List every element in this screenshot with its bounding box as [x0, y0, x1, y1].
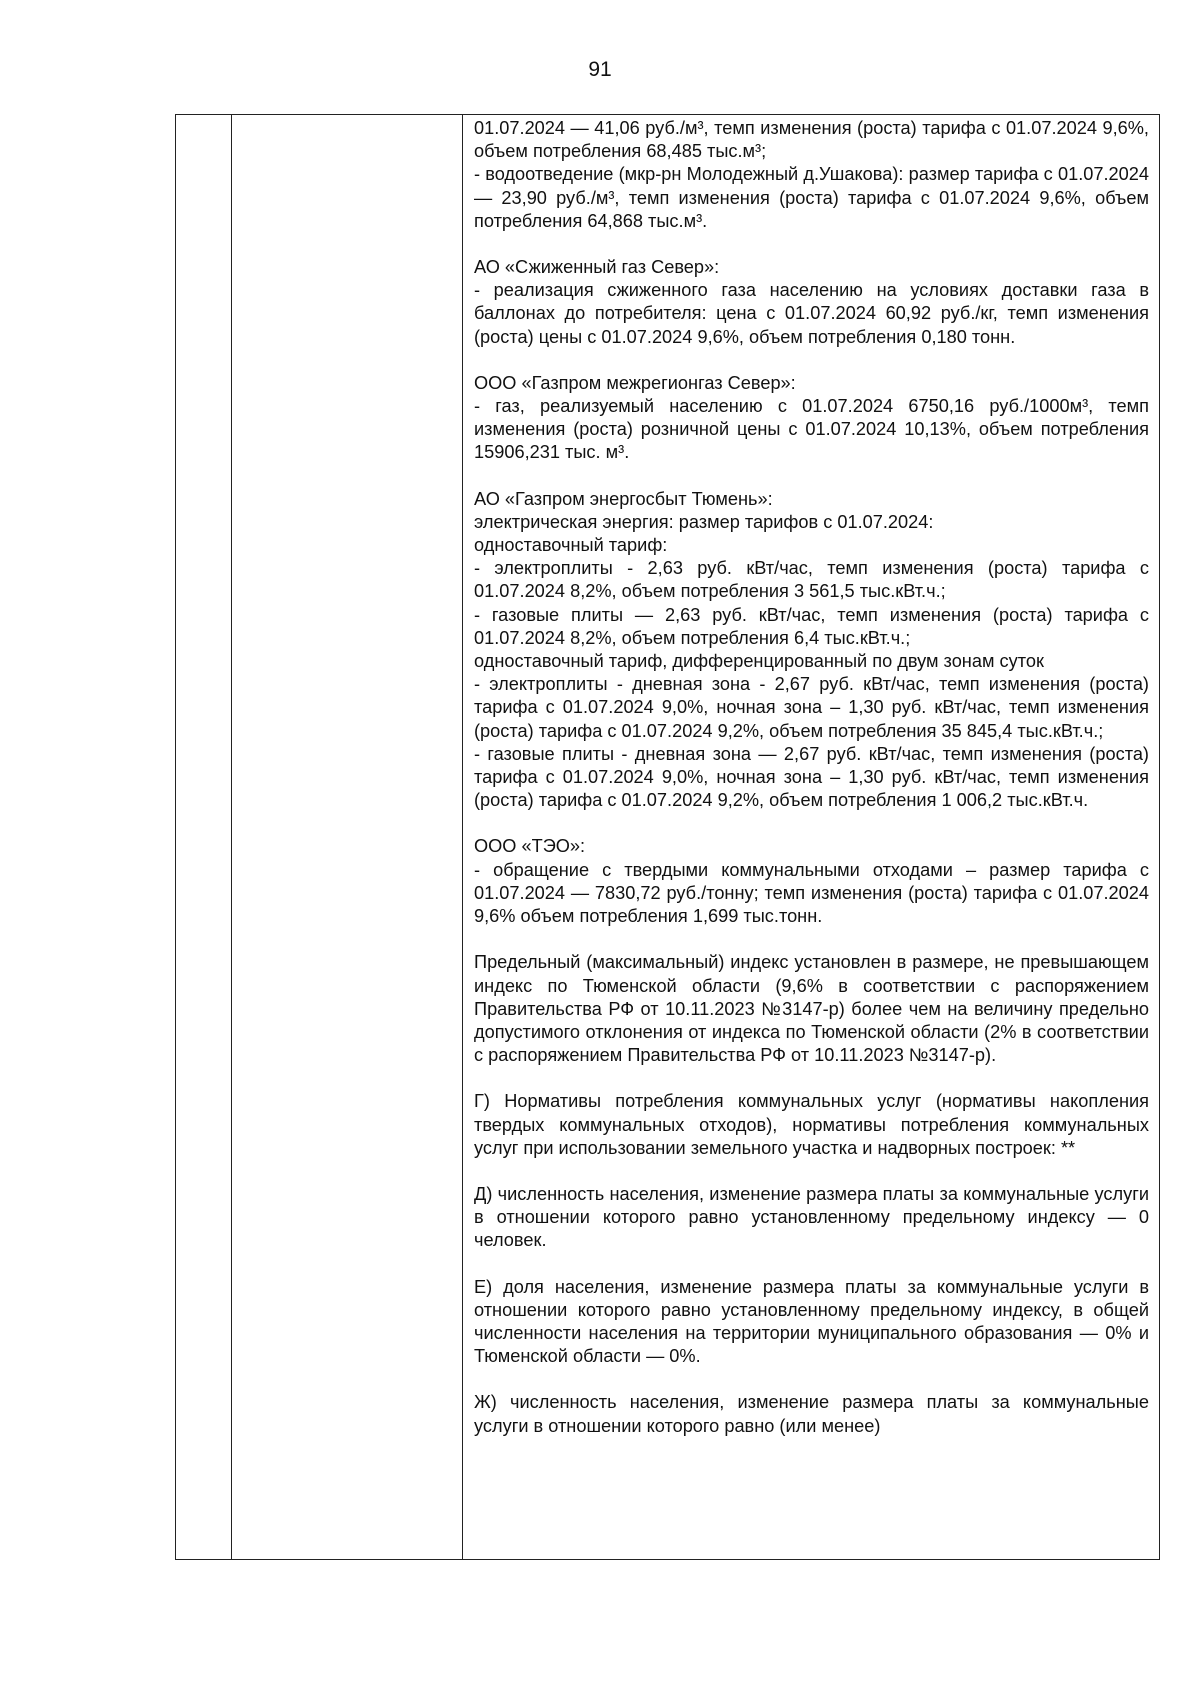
paragraph-electricity: АО «Газпром энергосбыт Тюмень»: электрическая энергия: размер тарифов с 01.07.2024: одноставочный тариф: - электроплиты - 2,63 руб. кВт/час, темп изменения (роста) тарифа с 01.07.2024 8,2%, объем потребления 3 561,5 тыс.кВт.ч.; - газовые плиты — 2,63 руб. кВт/час, темп изменения (роста) тарифа с 01.07.2024 8,2%, объем потребления 6,4 тыс.кВт.ч.; одноставочный тариф, дифференцированный по двум зонам суток - электроплиты - дневная зона - 2,67 руб. кВт/час, темп изменения (роста) тарифа с 01.07.2024 9,0%, ночная зона – 1,30 руб. кВт/час, темп изменения (роста) тарифа с 01.07.2024 9,2%, объем потребления 35 845,4 тыс.кВт.ч.; - газовые плиты - дневная зона — 2,67 руб. кВт/час, темп изменения (роста) тарифа с 01.07.2024 9,0%, ночная зона – 1,30 руб. кВт/час, темп изменения (роста) тарифа с 01.07.2024 9,2%, объем потребления 1 006,2 тыс.кВт.ч. — [474, 488, 1149, 811]
page-number: 91 — [588, 58, 612, 81]
paragraph-gazprom-gas: ООО «Газпром межрегионгаз Север»: - газ, реализуемый населению с 01.07.2024 6750,16 руб./1000м³, темп изменения (роста) розничной цены с 01.07.2024 10,13%, объем потребления 15906,231 тыс. м³. — [474, 372, 1149, 463]
paragraph-liquefied-gas: АО «Сжиженный газ Север»: - реализация сжиженного газа населению на условиях доставки газа в баллонах до потребителя: цена с 01.07.2024 60,92 руб./кг, темп изменения (роста) цены с 01.07.2024 9,6%, объем потребления 0,180 тонн. — [474, 257, 1149, 347]
paragraph-section-d: Д) численность населения, изменение размера платы за коммунальные услуги в отношении которого равно установленному предельному индексу — 0 человек. — [474, 1183, 1149, 1251]
table-row — [176, 115, 1160, 1560]
paragraph-max-index: Предельный (максимальный) индекс установлен в размере, не превышающем индекс по Тюменской области (9,6% в соответствии с распоряжением Правительства РФ от 10.11.2023 №3147-р) более чем на величину предельно допустимого отклонения от индекса по Тюменской области (2% в соответствии с распоряжением Правительства РФ от 10.11.2023 №3147-р). — [474, 952, 1149, 1066]
empty-cell-name — [232, 115, 463, 1560]
content-cell — [463, 115, 1160, 1560]
document-table — [175, 114, 1160, 1560]
paragraph-section-g: Г) Нормативы потребления коммунальных услуг (нормативы накопления твердых коммунальных отходов), нормативы потребления коммунальных услуг при использовании земельного участка и надворных построек: ** — [474, 1091, 1149, 1158]
paragraph-section-zh: Ж) численность населения, изменение размера платы за коммунальные услуги в отношении которого равно (или менее) — [474, 1392, 1149, 1436]
empty-cell-number — [176, 115, 232, 1560]
paragraph-water-tariffs: 01.07.2024 — 41,06 руб./м³, темп изменения (роста) тарифа с 01.07.2024 9,6%, объем потребления 68,485 тыс.м³; - водоотведение (мкр-рн Молодежный д.Ушакова): размер тарифа с 01.07.2024 — 23,90 руб./м³, темп изменения (роста) тарифа с 01.07.2024 9,6%, объем потребления 64,868 тыс.м³. — [474, 118, 1149, 231]
paragraph-section-e: Е) доля населения, изменение размера платы за коммунальные услуги в отношении которого равно установленному предельному индексу, в общей численности населения на территории муниципального образования — 0% и Тюменской области — 0%. — [474, 1276, 1149, 1367]
paragraph-waste: ООО «ТЭО»: - обращение с твердыми коммунальными отходами – размер тарифа с 01.07.2024 — 7830,72 руб./тонну; темп изменения (роста) тарифа с 01.07.2024 9,6% объем потребления 1,699 тыс.тонн. — [474, 836, 1149, 927]
